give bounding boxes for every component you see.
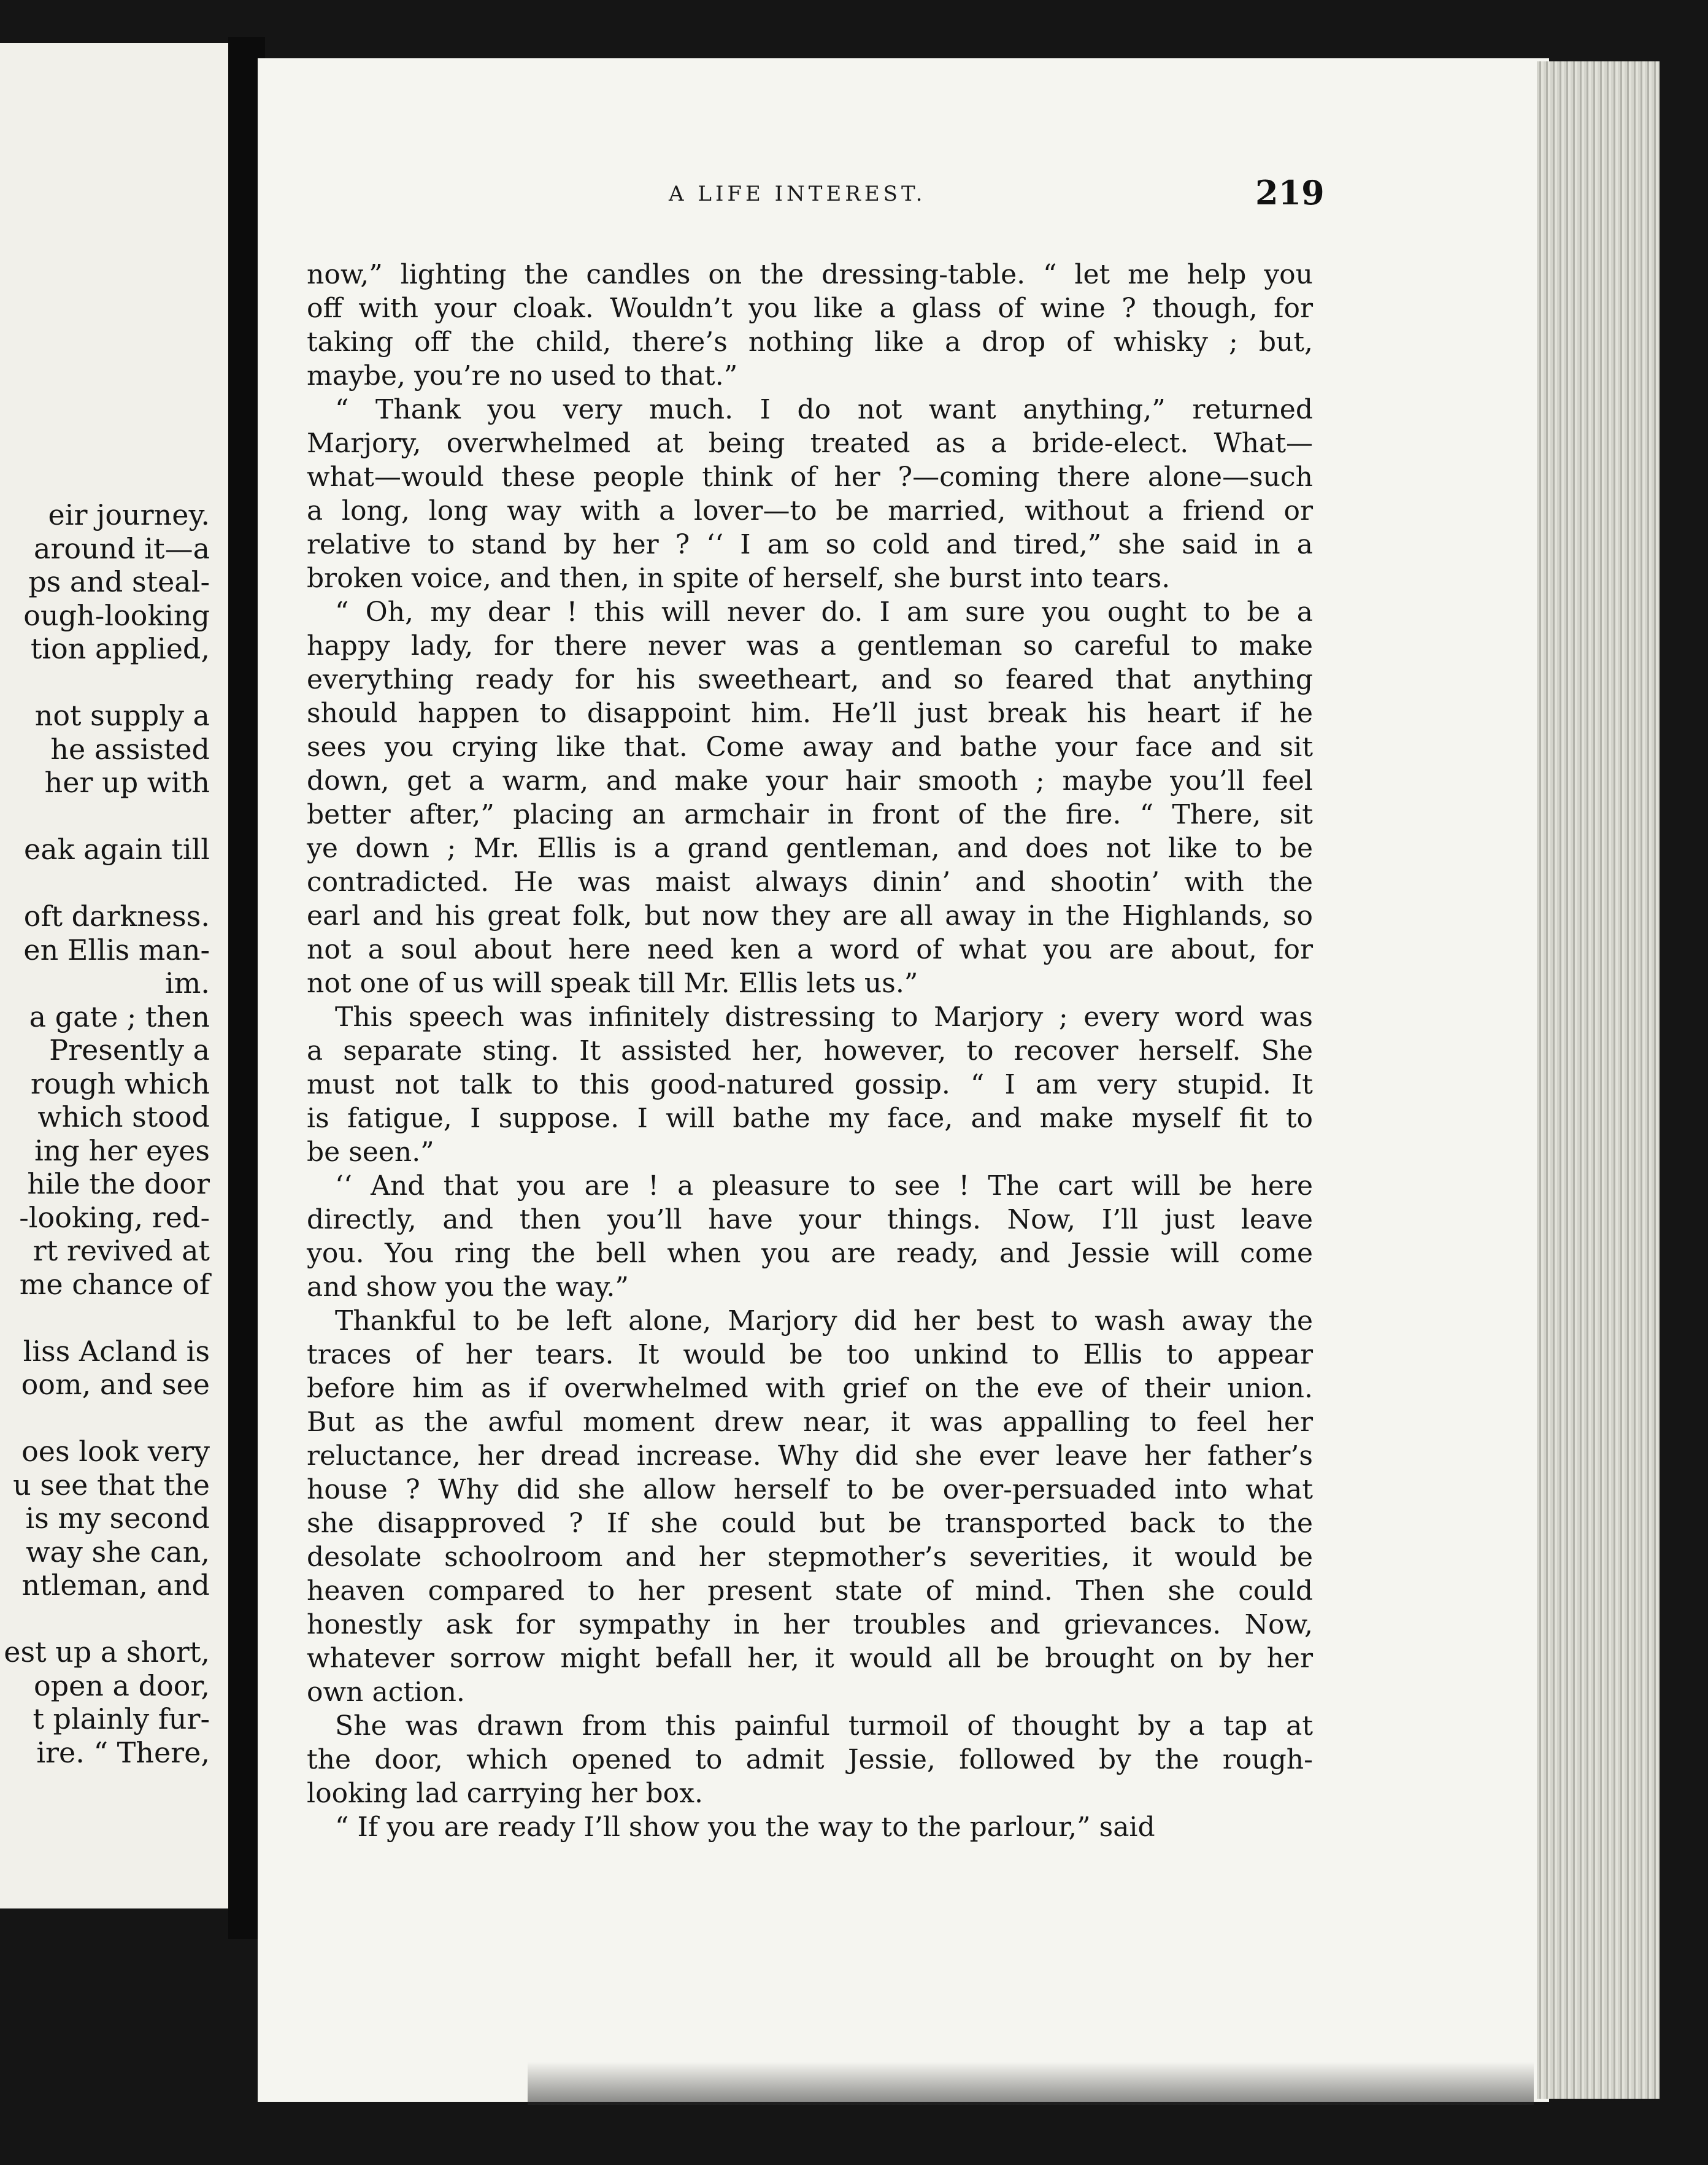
text-line: maybe, you’re no used to that.” bbox=[307, 360, 738, 392]
text-line: should happen to disappoint him. He’ll just break his heart if he bbox=[307, 698, 1313, 729]
left-page-line: hile the door bbox=[27, 1167, 210, 1200]
text-line: and show you the way.” bbox=[307, 1272, 629, 1303]
left-page-line: a gate ; then bbox=[29, 1000, 210, 1033]
bottom-shadow bbox=[528, 2062, 1534, 2105]
left-page-line: ps and steal- bbox=[28, 565, 210, 598]
text-line: earl and his great folk, but now they are all away in the Highlands, so bbox=[307, 900, 1313, 932]
text-line: house ? Why did she allow herself to be over-persuaded into what bbox=[307, 1474, 1313, 1505]
text-line: directly, and then you’ll have your things. Now, I’ll just leave bbox=[307, 1204, 1313, 1235]
left-page-line: rough which bbox=[30, 1067, 210, 1100]
text-line: before him as if overwhelmed with grief on the eve of their union. bbox=[307, 1373, 1313, 1404]
left-page-line: open a door, bbox=[33, 1669, 210, 1702]
left-page-line: tion applied, bbox=[30, 632, 210, 665]
text-line: taking off the child, there’s nothing like a drop of whisky ; but, bbox=[307, 326, 1313, 358]
text-line: traces of her tears. It would be too unkind to Ellis to appear bbox=[307, 1339, 1313, 1370]
text-line: whatever sorrow might befall her, it would all be brought on by her bbox=[307, 1643, 1313, 1674]
text-line: Marjory, overwhelmed at being treated as a bride-elect. What— bbox=[307, 428, 1313, 459]
left-page-line: is my second bbox=[25, 1502, 210, 1535]
text-line: a separate sting. It assisted her, however, to recover herself. She bbox=[307, 1035, 1313, 1067]
left-page-line: not supply a bbox=[34, 699, 210, 732]
text-line: happy lady, for there never was a gentleman so careful to make bbox=[307, 630, 1313, 662]
text-line: be seen.” bbox=[307, 1137, 434, 1168]
text-line: looking lad carrying her box. bbox=[307, 1778, 703, 1809]
text-line: better after,” placing an armchair in front of the fire. “ There, sit bbox=[307, 799, 1313, 830]
left-page-line: rt revived at bbox=[33, 1234, 210, 1267]
text-line: not a soul about here need ken a word of what you are about, for bbox=[307, 934, 1313, 965]
left-page-line: oom, and see bbox=[21, 1368, 210, 1401]
page-edges bbox=[1537, 61, 1660, 2099]
left-page-line: oes look very bbox=[21, 1435, 210, 1468]
left-page-line: her up with bbox=[44, 766, 210, 799]
text-line: must not talk to this good-natured gossip. “ I am very stupid. It bbox=[307, 1069, 1313, 1100]
left-page-line: ntleman, and bbox=[21, 1569, 210, 1602]
left-page-line: ire. “ There, bbox=[36, 1735, 210, 1769]
text-line: honestly ask for sympathy in her troubles and grievances. Now, bbox=[307, 1609, 1313, 1640]
text-line: she disapproved ? If she could but be transported back to the bbox=[307, 1508, 1313, 1539]
text-line: ‘‘ And that you are ! a pleasure to see ! The cart will be here bbox=[335, 1170, 1313, 1202]
left-page-line: u see that the bbox=[13, 1468, 210, 1502]
text-line: Thankful to be left alone, Marjory did her best to wash away the bbox=[335, 1305, 1313, 1337]
text-line: “ Thank you very much. I do not want anything,” returned bbox=[335, 394, 1313, 425]
text-line: But as the awful moment drew near, it was appalling to feel her bbox=[307, 1407, 1313, 1438]
left-page-line: est up a short, bbox=[4, 1635, 210, 1669]
text-line: reluctance, her dread increase. Why did she ever leave her father’s bbox=[307, 1440, 1313, 1472]
left-page-line: Presently a bbox=[49, 1033, 210, 1067]
left-page-line: around it—a bbox=[33, 531, 210, 565]
text-line: down, get a warm, and make your hair smooth ; maybe you’ll feel bbox=[307, 765, 1313, 797]
text-line: you. You ring the bell when you are ready, and Jessie will come bbox=[307, 1238, 1313, 1269]
left-page-line: eir journey. bbox=[48, 498, 210, 531]
text-line: own action. bbox=[307, 1677, 465, 1708]
left-page-line: t plainly fur- bbox=[33, 1702, 210, 1735]
text-line: not one of us will speak till Mr. Ellis lets us.” bbox=[307, 968, 918, 999]
text-line: sees you crying like that. Come away and bathe your face and sit bbox=[307, 731, 1313, 763]
text-line: what—would these people think of her ?—coming there alone—such bbox=[307, 461, 1313, 493]
text-line: ye down ; Mr. Ellis is a grand gentleman, and does not like to be bbox=[307, 833, 1313, 864]
text-line: broken voice, and then, in spite of herself, she burst into tears. bbox=[307, 563, 1171, 594]
text-line: This speech was infinitely distressing to Marjory ; every word was bbox=[335, 1001, 1313, 1033]
text-line: now,” lighting the candles on the dressing-table. “ let me help you bbox=[307, 259, 1313, 290]
text-line: a long, long way with a lover—to be married, without a friend or bbox=[307, 495, 1313, 527]
page-number: 219 bbox=[1255, 173, 1325, 212]
text-line: is fatigue, I suppose. I will bathe my face, and make myself fit to bbox=[307, 1103, 1313, 1134]
text-line: desolate schoolroom and her stepmother’s severities, it would be bbox=[307, 1542, 1313, 1573]
left-page-line: way she can, bbox=[26, 1535, 210, 1569]
left-page-line: me chance of bbox=[19, 1267, 210, 1301]
left-page-line: ing her eyes bbox=[34, 1133, 210, 1167]
text-line: “ If you are ready I’ll show you the way to the parlour,” said bbox=[335, 1812, 1155, 1843]
left-page-line: en Ellis man- bbox=[23, 933, 210, 967]
text-line: “ Oh, my dear ! this will never do. I am sure you ought to be a bbox=[335, 596, 1313, 628]
text-line: heaven compared to her present state of mind. Then she could bbox=[307, 1575, 1313, 1607]
left-page-line: ough-looking bbox=[23, 598, 210, 632]
left-page-line: eak again till bbox=[23, 833, 210, 866]
text-line: off with your cloak. Wouldn’t you like a glass of wine ? though, for bbox=[307, 293, 1313, 324]
left-page-line: which stood bbox=[37, 1100, 210, 1133]
left-page-line: -looking, red- bbox=[19, 1200, 210, 1234]
left-page-fragment bbox=[0, 43, 228, 1908]
text-line: everything ready for his sweetheart, and so feared that anything bbox=[307, 664, 1313, 695]
left-page-line: liss Acland is bbox=[23, 1334, 210, 1368]
text-line: the door, which opened to admit Jessie, followed by the rough- bbox=[307, 1744, 1313, 1775]
left-page-line: im. bbox=[165, 967, 210, 1000]
left-page-line: oft darkness. bbox=[23, 900, 210, 933]
left-page-line: he assisted bbox=[50, 732, 210, 766]
text-line: She was drawn from this painful turmoil of thought by a tap at bbox=[335, 1710, 1313, 1742]
running-head: A LIFE INTEREST. bbox=[669, 182, 926, 206]
text-line: relative to stand by her ? ‘‘ I am so cold and tired,” she said in a bbox=[307, 529, 1313, 560]
text-line: contradicted. He was maist always dinin’ and shootin’ with the bbox=[307, 866, 1313, 898]
